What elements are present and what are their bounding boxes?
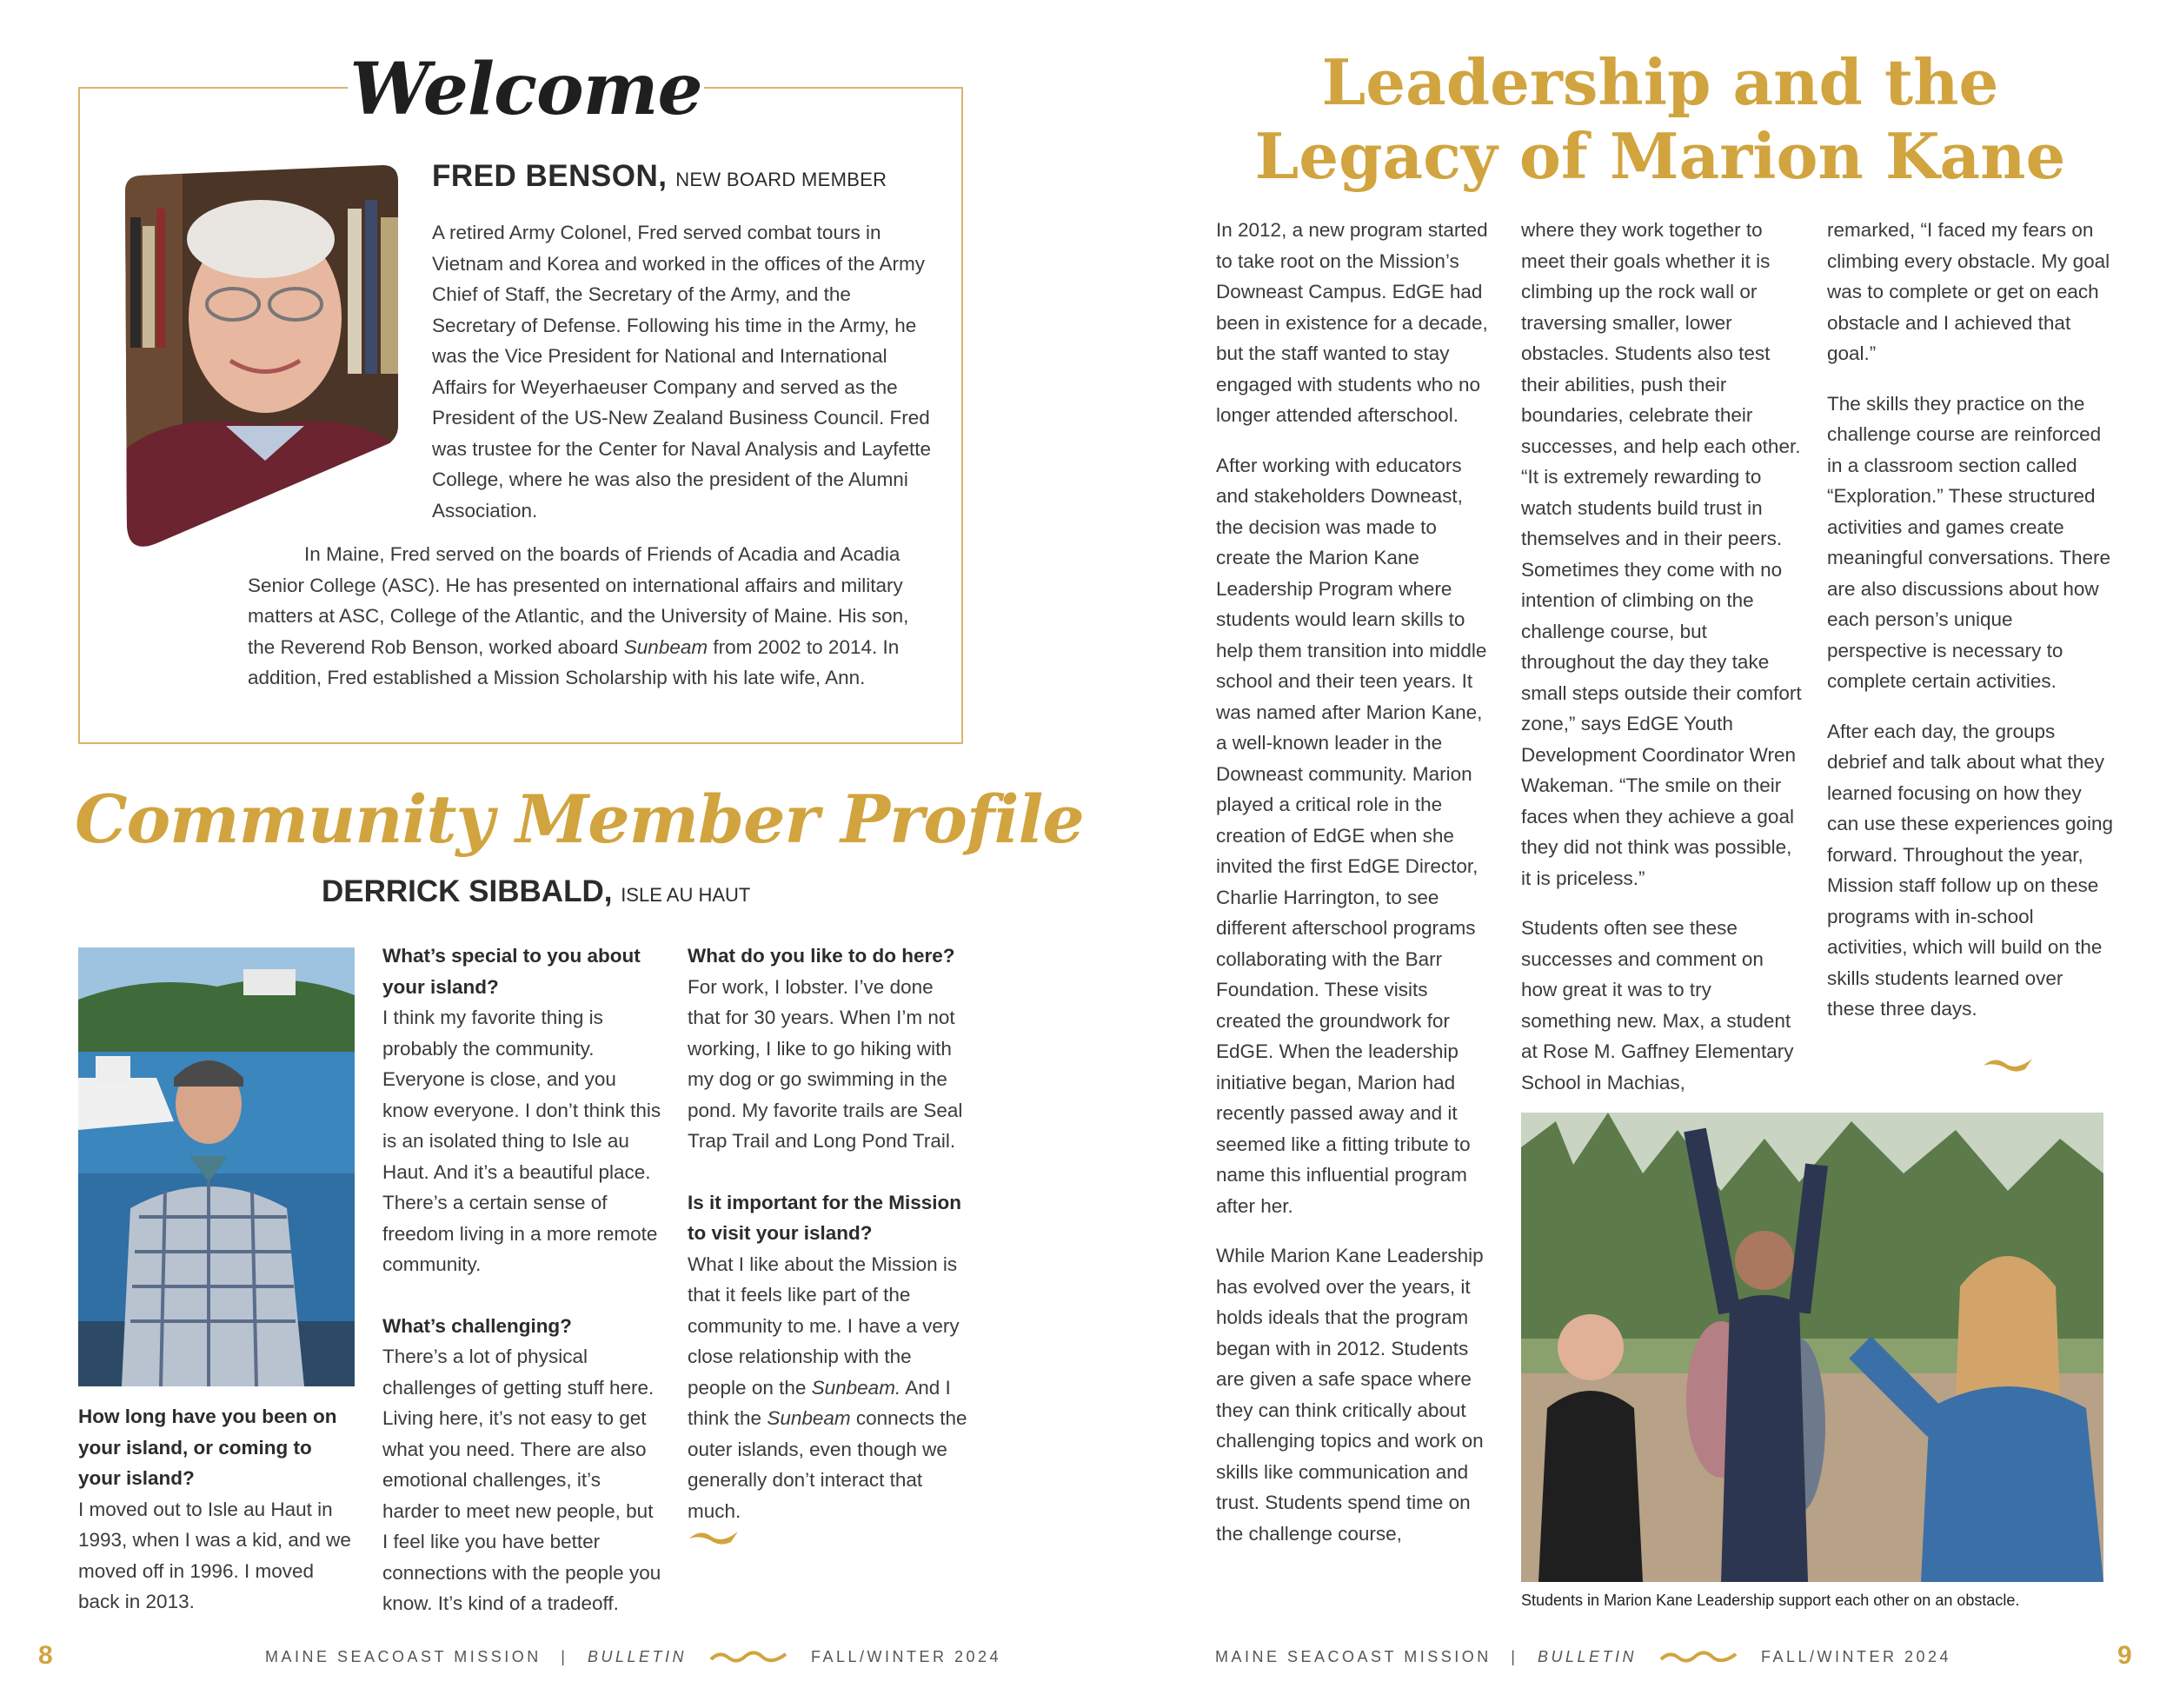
fred-benson-photo	[122, 165, 404, 548]
article-column-2	[1521, 215, 1804, 1098]
page-number-left: 8	[38, 1641, 53, 1670]
article-paragraph: After working with educators and stakeholders Downeast, the decision was made to create the Marion Kane Leadership Program where students would learn skills to help them transition into middle school and their teen years. It was named after Marion Kane, a well-known leader in the Downeast community. Marion played a critical role in the creation of EdGE when she invited the first EdGE Director, Charlie Harrington, to see different afterschool programs collaborating with the Barr Foundation. These visits created the groundwork for EdGE. When the leadership initiative began, Marion had recently passed away and it seemed like a fitting tribute to name this influential program after her.	[1216, 454, 1487, 1217]
fred-bio-paragraph-2	[248, 539, 934, 694]
fred-bio-paragraph-1: A retired Army Colonel, Fred served combat tours in Vietnam and Korea and worked in the offices of the Army Chief of Staff, the Secretary of the Army, and the Secretary of Defense. Following his time in the Army, he was the Vice President for National and International Affairs for Weyerhaeuser Company and served as the President of the US-New Zealand Business Council. Fred was trustee for the Center for Naval Analysis and Layfette College, where he was also the president of the Alumni Association.	[432, 222, 932, 522]
footer-org: MAINE SEACOAST MISSION	[265, 1648, 542, 1665]
article-column-3	[1827, 215, 2114, 1025]
title-line-1: Leadership and the	[1321, 45, 1999, 119]
footer-left	[265, 1648, 1001, 1666]
answer: There’s a lot of physical challenges of getting stuff here. Living here, it’s not easy to get what you need. There are also emotional challenges, it’s harder to meet new people, but I feel like you have better connections with the people you know. It’s kind of a tradeoff.	[382, 1346, 661, 1614]
person-name: FRED BENSON,	[432, 159, 668, 193]
students-obstacle-photo	[1521, 1113, 2103, 1582]
footer-sep: |	[1511, 1648, 1518, 1665]
wave-end-mark-icon	[688, 1526, 740, 1547]
question: What’s special to you about your island?	[382, 945, 641, 998]
article-column-1	[1216, 215, 1494, 1549]
derrick-heading	[322, 874, 750, 909]
answer: For work, I lobster. I’ve done that for 30 years. When I’m not working, I like to go hiking with my dog or go swimming in the pond. My favorite trails are Seal Trap Trail and Long Pond Trail.	[688, 975, 963, 1152]
question: What do you like to do here?	[688, 945, 955, 967]
answer-text: And I think the	[688, 1376, 951, 1429]
article-paragraph: remarked, “I faced my fears on climbing every obstacle. My goal was to complete or get on each obstacle and I achieved that goal.”	[1827, 219, 2110, 364]
bio-text: from 2002 to 2014. In addition, Fred established a Mission Scholarship with his late wife, Ann.	[248, 635, 900, 688]
profile-column-1	[78, 1401, 356, 1618]
person-name: DERRICK SIBBALD,	[322, 874, 613, 908]
wave-end-mark-icon	[1982, 1053, 2034, 1074]
derrick-sibbald-photo	[78, 947, 355, 1386]
footer-publication: BULLETIN	[587, 1648, 687, 1665]
answer-text: What I like about the Mission is that it feels like part of the community to me. I have a very close relationship with the people on the	[688, 1253, 960, 1399]
footer-org: MAINE SEACOAST MISSION	[1215, 1648, 1492, 1665]
fred-benson-heading	[432, 159, 887, 194]
ship-name: Sunbeam	[623, 635, 708, 658]
profile-column-2	[382, 940, 662, 1619]
article-paragraph: After each day, the groups debrief and talk about what they learned focusing on how they can use these experiences going forward. Throughout the year, Mission staff follow up on these programs with in-school activities, which will build on the skills students learned over these three days.	[1827, 720, 2113, 1020]
welcome-title: Welcome	[348, 42, 704, 137]
wave-logo-icon	[709, 1649, 787, 1666]
person-role: NEW BOARD MEMBER	[675, 169, 887, 190]
bio-text: In Maine, Fred served on the boards of Friends of Acadia and Acadia Senior College (ASC). He has presented on international affairs and military matters at ASC, College of the Atlantic, and the University of Maine. His son, the Reverend Rob Benson, worked aboard	[248, 543, 909, 658]
title-line-2: Legacy of Marion Kane	[1254, 119, 2066, 193]
wave-logo-icon	[1659, 1649, 1738, 1666]
footer-publication: BULLETIN	[1537, 1648, 1637, 1665]
leadership-title	[1156, 45, 2164, 193]
question: Is it important for the Mission to visit your island?	[688, 1191, 962, 1244]
ship-name: Sunbeam.	[811, 1376, 901, 1399]
ship-name: Sunbeam	[767, 1407, 851, 1429]
footer-issue: FALL/WINTER 2024	[811, 1648, 1002, 1665]
question: What’s challenging?	[382, 1314, 572, 1337]
answer	[688, 1249, 970, 1527]
footer-issue: FALL/WINTER 2024	[1761, 1648, 1952, 1665]
article-paragraph: In 2012, a new program started to take root on the Mission’s Downeast Campus. EdGE had been in existence for a decade, but the staff wanted to stay engaged with students who no longer attended afterschool.	[1216, 219, 1488, 426]
community-profile-title: Community Member Profile	[75, 781, 1084, 858]
article-paragraph: Students often see these successes and comment on how great it was to try something new. Max, a student at Rose M. Gaffney Elementary School in Machias,	[1521, 917, 1794, 1093]
footer-right	[1215, 1648, 1951, 1666]
article-paragraph: While Marion Kane Leadership has evolved over the years, it holds ideals that the program began with in 2012. Students are given a safe space where they can think critically about challenging topics and work on skills like communication and trust. Students spend time on the challenge course,	[1216, 1245, 1484, 1545]
article-paragraph: The skills they practice on the challenge course are reinforced in a classroom section called “Exploration.” These structured activities and games create meaningful conversations. There are also discussions about how each person’s unique perspective is necessary to complete certain activities.	[1827, 392, 2111, 692]
profile-column-3	[688, 940, 970, 1552]
photo-caption: Students in Marion Kane Leadership support each other on an obstacle.	[1521, 1592, 2020, 1609]
footer-sep: |	[561, 1648, 568, 1665]
answer: I think my favorite thing is probably the community. Everyone is close, and you know everyone. I don’t think this is an isolated thing to Isle au Haut. And it’s a beautiful place. There’s a certain sense of freedom living in a more remote community.	[382, 1007, 661, 1275]
article-paragraph: where they work together to meet their goals whether it is climbing up the rock wall or traversing smaller, lower obstacles. Students also test their abilities, push their boundaries, celebrate their successes, and help each other. “It is extremely rewarding to watch students build trust in themselves and in their peers. Sometimes they come with no intention of climbing on the challenge course, but throughout the day they take small steps outside their comfort zone,” says EdGE Youth Development Coordinator Wren Wakeman. “The smile on their faces when they achieve a goal they did not think was possible, it is priceless.”	[1521, 219, 1802, 889]
page-number-right: 9	[2117, 1641, 2132, 1670]
question: How long have you been on your island, or coming to your island?	[78, 1406, 337, 1489]
person-location: ISLE AU HAUT	[621, 884, 751, 906]
answer: I moved out to Isle au Haut in 1993, when I was a kid, and we moved off in 1996. I moved back in 2013.	[78, 1498, 351, 1612]
answer-text: connects the outer islands, even though we generally don’t interact that much.	[688, 1407, 967, 1522]
